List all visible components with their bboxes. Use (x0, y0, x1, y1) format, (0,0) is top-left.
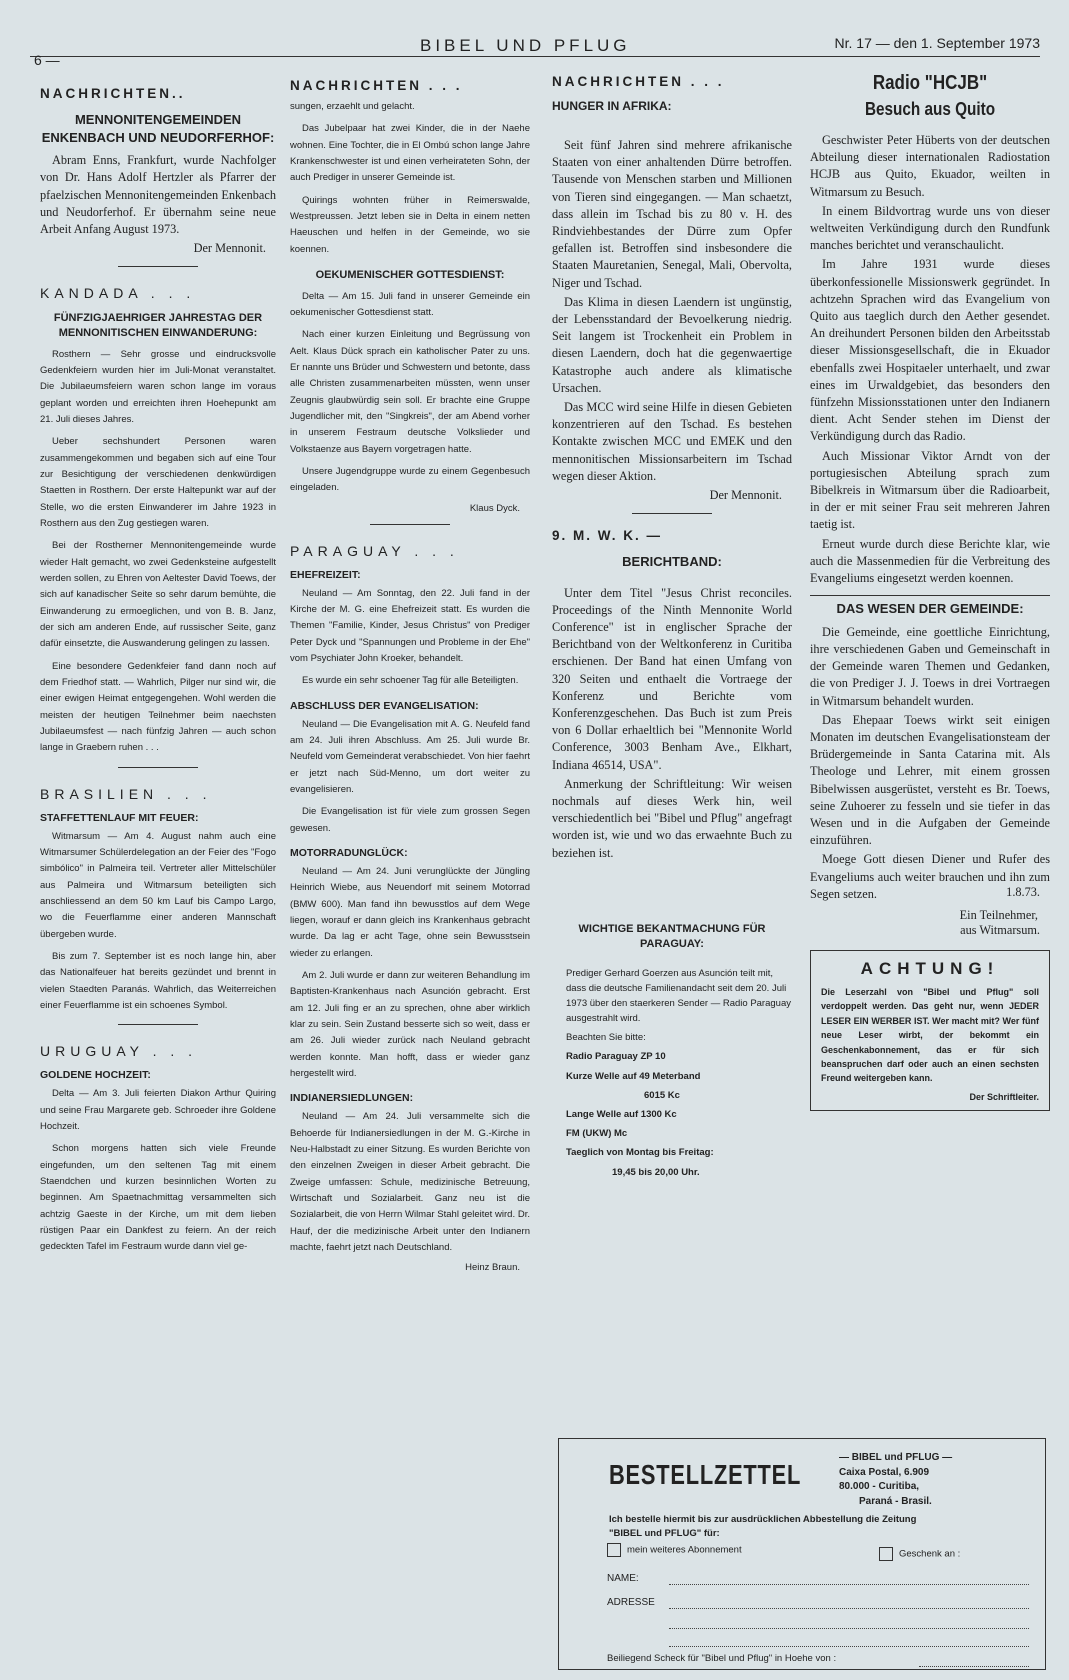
article-heading: GOLDENE HOCHZEIT: (40, 1069, 151, 1082)
newspaper-title: BIBEL UND PFLUG (420, 36, 631, 55)
article-text: Am 2. Juli wurde er dann zur weiteren Behandlung im Baptisten-Krankenhaus nach Asunción gebracht. Erst am 12. Juli fing er an zu sprechen, ohne aber wirklich klar zu sein. Sein Zustand besserte sich so weit, dass er am 26. Juli wieder zurück nach Neuland gebracht werden konnte. Man hofft, dass er wieder ganz hergestellt wird. (290, 969, 530, 1079)
separator (118, 266, 198, 267)
article-signature: Heinz Braun. (465, 1262, 520, 1274)
option-gift[interactable] (879, 1547, 960, 1561)
article-text: Das Ehepaar Toews wirkt seit einigen Monaten im deutschen Evangelisationsteam der Brüdergemeinde in Santa Catarina mit. Als Theologe und Lehrer, mit einem grossen Bibelwissen ausgerüstet, versteht es Br. Toews, seine Zuhoerer zu fesseln und sie tiefer in das Wesen und in die Aufgaben der Gemeinde einzuführen. (810, 712, 1050, 848)
order-form (558, 1438, 1046, 1670)
section-heading: BRASILIEN . . . (40, 785, 212, 802)
article-text: sungen, erzaehlt und gelacht. (290, 101, 415, 112)
announcement (552, 966, 792, 1180)
article-heading: MENNONITENGEMEINDEN ENKENBACH UND NEUDORFERHOF: (41, 112, 275, 145)
order-address (839, 1451, 952, 1509)
article-text: Delta — Am 3. Juli feierten Diakon Arthur Quiring und seine Frau Margarete geb. Schroeder ihre Goldene Hochzeit. (40, 1088, 276, 1132)
article-text: Im Jahre 1931 wurde dieses überkonfessionelle Missionswerk gegründet. In achtzehn Sprachen wird das Evangelium von Quito aus taeglich durch den Aether gesendet. An dreihundert Personen bilden den Arbeitsstab dieser Missionsgesellschaft, die in Ekuador ebenfalls zwei Hospitaeler unterhaelt, und zwar eines im Urwaldgebiet, das besonders den fünfzehn Missionsstationen unter den Indianern dient. Acht Sender stehen im Dienst der Verkündigung durch das Radio. (810, 257, 1050, 444)
article-heading: OEKUMENISCHER GOTTESDIENST: (315, 268, 505, 281)
name-label: NAME: (607, 1573, 639, 1584)
article-text: Es wurde ein sehr schoener Tag für alle Beteiligten. (302, 675, 519, 687)
address-field-3[interactable] (669, 1645, 1029, 1647)
column-4 (810, 66, 1050, 1111)
address-field-2[interactable] (669, 1627, 1029, 1629)
order-title: BESTELLZETTEL (609, 1459, 802, 1490)
attention-signature: Der Schriftleiter. (969, 1091, 1039, 1102)
article-heading: EHEFREIZEIT: (290, 568, 361, 581)
section-heading: NACHRICHTEN . . . (552, 74, 725, 89)
article-text: Das MCC wird seine Hilfe in diesen Gebieten konzentrieren auf den Tschad. Es bestehen Kontakte zwischen MCC und EMEK und den mennonitischen Missionsarbeitern im Tschad wegen dieser Aktion. (552, 400, 792, 483)
article-signature: Der Mennonit. (193, 241, 266, 256)
article-heading: STAFFETTENLAUF MIT FEUER: (40, 811, 199, 824)
section-heading: NACHRICHTEN.. (40, 86, 186, 101)
attention-text: Die Leserzahl von "Bibel und Pflug" soll verdoppelt werden. Das geht nur, wenn JEDER LESER EIN WERBER IST. Wer macht mit? Wer fünf neue Leser wirbt, der bekommt ein Geschenkabonnement, das er für sich beanspruchen darf oder auch an einen sechsten Freund weitergeben kann. (821, 987, 1039, 1084)
article-text: Bis zum 7. September ist es noch lange hin, aber das Nationalfeuer hat bereits gezündet und brennt in vielen Staedten Paranás. Wahrlich, das Weiterreichen einer Feuerflamme ist ein schoenes Symbol. (40, 950, 276, 1011)
column-2 (290, 66, 530, 1281)
issue-date: Nr. 17 — den 1. September 1973 (834, 35, 1040, 51)
article-text: Moege Gott diesen Diener und Rufer des Evangeliums auch weiter brauchen und ihn zum Segen setzen. (810, 852, 1050, 901)
article-text: Eine besondere Gedenkfeier fand dann noch auf dem Friedhof statt. — Wahrlich, Pilger nur sind wir, die einer ewigen Heimat entgegengehen. Wohl werden die meisten der heutigen Teilnehmer beim naechsten Jubilaeumsfest — nach fünfzig Jahren — auch schon lange in Graebern ruhen . . . (40, 660, 276, 754)
article-text: Unter dem Titel "Jesus Christ reconciles. Proceedings of the Ninth Mennonite World Conference" ist in englischer Sprache der Berichtband von der Weltkonferenz in Curitiba erschienen. Der Band hat einen Umfang von 320 Seiten und enthaelt die Vortraege der Konferenz und Berichte vom Konferenzgeschehen. Das Buch ist zum Preis von 6 Dollar erhaeltlich bei "Mennonite World Conference, 3003 Benham Ave., Elkhart, Indiana 46514, USA". (552, 585, 792, 772)
article-text: Die Evangelisation ist für viele zum grossen Segen gewesen. (290, 806, 530, 834)
separator (632, 513, 712, 514)
name-field[interactable] (669, 1583, 1029, 1585)
article-text: Die Gemeinde, eine goettliche Einrichtung, ihre verschiedenen Gaben und Gemeinschaft in der Gemeinde waren Themen und Gedanken, die von Prediger J. J. Toews in drei Vortraegen in Witmarsum behandelt wurden. (810, 624, 1050, 708)
article-text: Nach einer kurzen Einleitung und Begrüssung von Aelt. Klaus Dück sprach ein katholischer Pater zu uns. Er nannte uns Brüder und Schwestern und betonte, dass alle Christen zusammenarbeiten müssten, wenn unser Zeugnis glaubwürdig sein soll. Er brachte eine Gruppe Jugendlicher mit, den "Singkreis", der am Abend vorher in unserem Festraum deutsche Volkslieder und Volkstaenze aus Bayern vorgetragen hatte. (290, 329, 530, 455)
address-field[interactable] (669, 1607, 1029, 1609)
article-signature: Der Mennonit. (709, 488, 782, 503)
article-heading: INDIANERSIEDLUNGEN: (290, 1092, 414, 1105)
article-text: Neuland — Am 24. Juni verunglückte der Jüngling Heinrich Wiebe, aus Neuendorf mit seinem Motorrad (BMW 600). Man fand ihn bewusstlos auf dem Wege liegen, worauf er dann gleich ins Krankenhaus gebracht wurde. Da lag er acht Tage, ohne sein Bewusstsein wieder zu erlangen. (290, 866, 530, 959)
article-text: Ueber sechshundert Personen waren zusammengekommen und begaben sich auf eine Tour zur Besichtigung der verschiedenen denkwürdigen Staetten in Rosthern. Der erste Haltepunkt war auf der Stelle, wo die ersten Einwanderer im Jahre 1923 in Rosthern aus den Zug gestiegen waren. (40, 436, 276, 530)
announcement-text: Beachten Sie bitte: (566, 1032, 646, 1044)
article-text: Quirings wohnten früher in Reimerswalde, Westpreussen. Jetzt leben sie in Delta in einem netten Haeuschen und helfen in der Gemeinde, wo sie koennen. (290, 194, 530, 255)
announcement-line: Radio Paraguay ZP 10 (566, 1051, 666, 1063)
article-text: Seit fünf Jahren sind mehrere afrikanische Staaten von einer anhaltenden Dürre betroffen. Tausende von Menschen starben und Millionen von Tieren sind eingegangen. — Man schaetzt, dass allein im Tschad bis zu 80 v. H. des Rindviehbestandes der Dürre zum Opfer gefallen ist. Betroffen sind insbesondere die Staaten Mauretanien, Senegal, Mali, Obervolta, Niger und Tschad. (552, 138, 792, 290)
gift-checkbox[interactable] (879, 1547, 893, 1561)
article-text: Das Jubelpaar hat zwei Kinder, die in der Naehe wohnen. Eine Tochter, die in El Ombú schon lange Jahre Krankenschwester ist und einen verheirateten Sohn, der auch Prediger in unserer Gemeinde ist. (290, 123, 530, 184)
article-subtitle: Besuch aus Quito (864, 99, 996, 119)
article-text: In einem Bildvortrag wurde uns von dieser weltweiten Verkündigung durch den Rundfunk manches berichtet und veranschaulicht. (810, 203, 1050, 253)
divider (810, 595, 1050, 596)
option-subscription[interactable] (607, 1543, 742, 1557)
article-text: Rosthern — Sehr grosse und eindrucksvolle Gedenkfeiern wurden hier im Juli-Monat veranstaltet. Die Jubilaeumsfeiern waren schon lange im voraus geplant worden und erreichten ihren Hoehepunkt am 21. Juli dieses Jahres. (40, 348, 276, 426)
article-text: Auch Missionar Viktor Arndt von der portugiesischen Abteilung sprach zum Bibelkreis in Witmarsum über die Radioarbeit, in der er mit seiner Frau seit mehreren Jahren taetig ist. (810, 448, 1050, 532)
announcement-line: Lange Welle auf 1300 Kc (566, 1109, 677, 1121)
article-heading: HUNGER IN AFRIKA: (552, 99, 672, 113)
announcement-line: Taeglich von Montag bis Freitag: (566, 1147, 714, 1159)
separator (118, 767, 198, 768)
subscription-checkbox[interactable] (607, 1543, 621, 1557)
article-signature: Klaus Dyck. (469, 502, 520, 514)
page-number: 6 — (34, 52, 60, 68)
attention-title: ACHTUNG! (860, 959, 1000, 979)
article-heading: MOTORRADUNGLÜCK: (290, 847, 408, 859)
section-heading: KANDADA . . . (40, 285, 196, 302)
article-text: Anmerkung der Schriftleitung: Wir weisen nochmals auf dieses Werk hin, weil verschiedentlich bei "Bibel und Pflug" angefragt worden ist, wie und wo das erwaehnte Buch zu beziehen ist. (552, 776, 792, 860)
article-text: Neuland — Die Evangelisation mit A. G. Neufeld fand am 24. Juli ihren Abschluss. Am 25. Juli wurde Br. Neufeld vom Gemeinderat verabschiedet. Von hier faehrt er jetzt nach Süd-Menno, um dort weiter zu evangelisieren. (290, 718, 530, 796)
article-signature: aus Witmarsum. (960, 923, 1040, 938)
address-line: Paraná - Brasil. (859, 1495, 932, 1507)
column-1 (40, 66, 276, 1262)
separator (370, 524, 450, 525)
article-text: Witmarsum — Am 4. August nahm auch eine Witmarsumer Schülerdelegation an der Feier des "Fogo simbólico" in Palmeira teil. Vertreter aller Mittelschüler aus Palmeira und Witmarsum beteiligten sich anschliessend an dem 50 km Lauf bis Campo Largo, wo die Feuerflamme einer anderen Mannschaft übergeben wurde. (40, 830, 276, 940)
column-3 (552, 66, 792, 1184)
announcement-line: Kurze Welle auf 49 Meterband (566, 1070, 701, 1082)
announcement-heading: WICHTIGE BEKANTMACHUNG FÜR PARAGUAY: (578, 922, 766, 950)
announcement-line: 19,45 bis 20,00 Uhr. (612, 1166, 700, 1178)
address-line: — BIBEL und PFLUG — (839, 1452, 953, 1463)
section-heading: URUGUAY . . . (40, 1043, 198, 1060)
attention-box (810, 950, 1050, 1111)
separator (118, 1024, 198, 1025)
article-text: Unsere Jugendgruppe wurde zu einem Gegenbesuch eingeladen. (290, 466, 530, 494)
article-text: Neuland — Am Sonntag, den 22. Juli fand in der Kirche der M. G. eine Ehefreizeit statt. Es wurden die Themen "Familie, Kinder, Jesus Christus" von Prediger Peter Dyck und "Spannungen und Probleme in der Ehe" vom Psychiater John Kroeker, behandelt. (290, 587, 530, 665)
check-note: Beiliegend Scheck für "Bibel und Pflug" in Hoehe von : (607, 1653, 837, 1664)
address-line: Caixa Postal, 6.909 (839, 1466, 930, 1478)
article-text: Geschwister Peter Hüberts von der deutschen Abteilung dieser internationalen Radiostation HCJB aus Quito, Ekuador, weilten in Witmarsum zu Besuch. (810, 133, 1050, 199)
article-text: Delta — Am 15. Juli fand in unserer Gemeinde ein oekumenischer Gottesdienst statt. (290, 290, 530, 319)
article-signature: Ein Teilnehmer, (959, 908, 1038, 923)
article-text: Schon morgens hatten sich viele Freunde eingefunden, um den seltenen Tag mit einem Staendchen und kurzen besinnlichen Worten zu beginnen. Am Spaetnachmittag versammelten sich achtzig Gaeste in der Kirche, um mit dem lieben rüstigen Paar ein Dankfest zu feiern. An der reich gedeckten Tafel im Festraum wurde dann viel ge- (40, 1143, 276, 1253)
article-text: Abram Enns, Frankfurt, wurde Nachfolger von Dr. Hans Adolf Hertzler als Pfarrer der pfaelzischen Mennonitengemeinden Enkenbach und Neudorferhof. Er übernahm seine neue Arbeit Anfang August 1973. (40, 153, 276, 236)
article-text: Erneut wurde durch diese Berichte klar, wie auch die Massenmedien für die Verbreitung des Evangeliums eingesetzt werden koennen. (810, 536, 1050, 586)
article-heading: BERICHTBAND: (622, 554, 722, 570)
article-text: Neuland — Am 24. Juli versammelte sich die Behoerde für Indianersiedlungen in der M. G.-Kirche in Neu-Halbstadt zu einer Sitzung. Es wurden Berichte von den einzelnen Zweigen in dieser Arbeit gebracht. Die Zweige umfassen: Schule, medizinische Betreuung, Wirtschaft und Sozialarbeit. Ganz neu ist die Sozialarbeit, die von Herrn Wilmar Stahl geleitet wird. Dr. Hauf, der die medizinische Arbeit unter den Indianern machte, faehrt jetzt nach Deutschland. (290, 1111, 530, 1253)
address-label: ADRESSE (607, 1597, 655, 1608)
section-heading: NACHRICHTEN . . . (290, 78, 463, 93)
article-date: 1.8.73. (1006, 885, 1040, 900)
article-heading: FÜNFZIGJAEHRIGER JAHRESTAG DER MENNONITISCHEN EINWANDERUNG: (53, 312, 263, 339)
article-title: Radio "HCJB" (872, 72, 988, 94)
article-text: Bei der Rostherner Mennonitengemeinde wurde wieder Halt gemacht, wo zwei Gedenksteine aufgestellt werden sollen, zu Ehren von Aeltester David Toews, der sich auf kanadischer Seite so sehr darum bemühte, die Einwanderung zu ermoeglichen, und von B. B. Janz, der sich am anderen Ende, auf russischer Seite, ganz dafür einsetzte, die Auswanderung gelingen zu lassen. (40, 540, 276, 650)
section-heading: 9. M. W. K. — (552, 528, 663, 544)
announcement-line: 6015 Kc (644, 1089, 680, 1101)
article-heading: ABSCHLUSS DER EVANGELISATION: (290, 699, 479, 712)
article-heading: DAS WESEN DER GEMEINDE: (836, 601, 1024, 617)
announcement-text: Prediger Gerhard Goerzen aus Asunción teilt mit, dass die deutsche Familienandacht seit dem 20. Juli 1973 über den staerkeren Sender — Radio Paraguay ausgestrahlt wird. (566, 967, 791, 1025)
instruction-line: "BIBEL und PFLUG" für: (609, 1528, 720, 1540)
option-label: mein weiteres Abonnement (627, 1544, 742, 1556)
option-label: Geschenk an : (899, 1548, 961, 1560)
announcement-line: FM (UKW) Mc (566, 1128, 628, 1140)
address-line: 80.000 - Curitiba, (839, 1481, 920, 1492)
section-heading: PARAGUAY . . . (290, 542, 459, 559)
order-instructions (609, 1513, 1029, 1542)
check-amount-field[interactable] (919, 1665, 1029, 1667)
page-header (30, 34, 1040, 68)
article-text: Das Klima in diesen Laendern ist ungünstig, der Lebensstandard der Bevoelkerung niedrig. Seit langem ist Trockenheit ein Problem in diesen Laendern, doch hat die gegenwaertige Katastrophe auch andere als klimatische Ursachen. (552, 294, 792, 395)
instruction-line: Ich bestelle hiermit bis zur ausdrücklichen Abbestellung die Zeitung (609, 1514, 917, 1525)
